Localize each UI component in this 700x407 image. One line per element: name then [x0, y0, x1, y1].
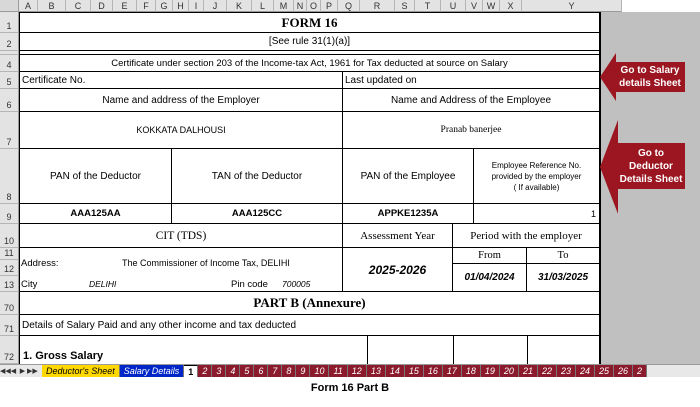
column-header[interactable]: V [466, 0, 483, 12]
from-date[interactable]: 01/04/2024 [452, 263, 527, 292]
to-label: To [526, 247, 600, 264]
pin-code-value[interactable]: 700005 [282, 279, 311, 289]
salary-arrow-head [600, 53, 616, 101]
row-header[interactable]: 12 [0, 260, 19, 276]
tan-deductor-value[interactable]: AAA125CC [171, 203, 343, 224]
tab-current-sheet[interactable]: 1 [184, 365, 198, 378]
go-to-salary-line-1: Go to Salary [620, 65, 680, 76]
sheet-tab-16[interactable]: 16 [424, 365, 443, 378]
last-updated-label: Last updated on [342, 71, 600, 89]
tab-deductors-sheet[interactable]: Deductor's Sheet [42, 365, 120, 378]
deductor-arrow-head [600, 120, 618, 214]
certificate-line: Certificate under section 203 of the Income-tax Act, 1961 for Tax deducted at source on Salary [19, 54, 600, 72]
employee-name[interactable]: Pranab banerjee [342, 111, 600, 149]
column-header[interactable]: U [441, 0, 466, 12]
sheet-tab-14[interactable]: 14 [386, 365, 405, 378]
sheet-tab-4[interactable]: 4 [226, 365, 240, 378]
gross-salary-col-3[interactable] [527, 335, 600, 364]
column-header[interactable]: E [113, 0, 137, 12]
form16-sheet [19, 12, 600, 364]
gross-salary-col-1[interactable] [367, 335, 454, 364]
sheet-tab-12[interactable]: 12 [348, 365, 367, 378]
period-label: Period with the employer [452, 223, 600, 248]
column-header[interactable]: K [227, 0, 252, 12]
employee-reference-label [473, 148, 600, 204]
from-label: From [452, 247, 527, 264]
row-header[interactable]: 1 [0, 12, 19, 33]
column-header[interactable]: F [137, 0, 156, 12]
go-to-deductor-line-2: Deductor [629, 160, 673, 172]
to-date[interactable]: 31/03/2025 [526, 263, 600, 292]
row-header[interactable]: 70 [0, 292, 19, 315]
row-header[interactable]: 13 [0, 276, 19, 292]
rule-reference: [See rule 31(1)(a)] [19, 32, 600, 51]
go-to-deductor-line-1: Go to [637, 147, 665, 159]
select-all-corner[interactable] [0, 0, 19, 12]
column-header[interactable]: S [395, 0, 415, 12]
sheet-tab-23[interactable]: 23 [557, 365, 576, 378]
column-header[interactable]: C [66, 0, 91, 12]
row-header[interactable]: 11 [0, 248, 19, 260]
assessment-year-label: Assessment Year [342, 223, 453, 248]
assessment-year-value[interactable]: 2025-2026 [342, 247, 453, 292]
pin-code-label: Pin code [231, 279, 268, 290]
employee-reference-value[interactable]: 1 [473, 203, 600, 224]
pan-deductor-label: PAN of the Deductor [19, 148, 172, 204]
column-header[interactable]: B [38, 0, 66, 12]
row-header[interactable]: 8 [0, 149, 19, 204]
certificate-no-label: Certificate No. [19, 71, 343, 89]
emp-ref-line-3: ( If available) [513, 182, 560, 192]
column-header[interactable]: L [252, 0, 274, 12]
column-header[interactable]: M [274, 0, 294, 12]
sheet-tab-15[interactable]: 15 [405, 365, 424, 378]
prev-sheet-icon[interactable]: ◀ [10, 368, 17, 375]
sheet-tab-19[interactable]: 19 [481, 365, 500, 378]
sheet-tab-13[interactable]: 13 [367, 365, 386, 378]
column-header[interactable]: J [204, 0, 227, 12]
address-value[interactable]: The Commissioner of Income Tax, DELIHI [122, 258, 290, 268]
employer-name-label: Name and address of the Employer [19, 88, 343, 112]
sheet-tab-21[interactable]: 21 [519, 365, 538, 378]
caption-title: Form 16 Part B [0, 377, 700, 407]
part-b-heading: PART B (Annexure) [19, 291, 600, 315]
first-sheet-icon[interactable]: ◀◀ [0, 368, 11, 375]
city-value[interactable]: DELIHI [89, 279, 117, 289]
sheet-tab-20[interactable]: 20 [500, 365, 519, 378]
pan-employee-value[interactable]: APPKE1235A [342, 203, 474, 224]
sheet-tab-9[interactable]: 9 [296, 365, 310, 378]
go-to-salary-line-2: details Sheet [619, 78, 681, 89]
column-header[interactable]: Q [338, 0, 360, 12]
row-header[interactable]: 71 [0, 315, 19, 336]
sheet-tab-bar [0, 364, 700, 377]
row-header[interactable]: 72 [0, 336, 19, 364]
column-header[interactable]: X [500, 0, 522, 12]
column-header[interactable]: D [91, 0, 113, 12]
sheet-tab-7[interactable]: 7 [268, 365, 282, 378]
row-header[interactable]: 10 [0, 224, 19, 248]
go-to-deductor-line-3: Details Sheet [619, 173, 683, 185]
pan-deductor-value[interactable]: AAA125AA [19, 203, 172, 224]
sheet-tab-26[interactable]: 26 [614, 365, 633, 378]
city-label: City [21, 279, 38, 290]
gross-salary-label: 1. Gross Salary [19, 335, 368, 364]
row-header[interactable]: 2 [0, 33, 19, 51]
sheet-tab-18[interactable]: 18 [462, 365, 481, 378]
address-label: Address: [21, 258, 59, 269]
column-header[interactable]: P [321, 0, 338, 12]
sheet-tab-11[interactable]: 11 [329, 365, 347, 378]
column-header[interactable]: T [415, 0, 441, 12]
emp-ref-line-1: Employee Reference No. [491, 160, 582, 170]
sheet-tab-2[interactable]: 2 [198, 365, 212, 378]
row-header[interactable]: 5 [0, 72, 19, 89]
column-header[interactable]: H [173, 0, 189, 12]
sheet-tab-24[interactable]: 24 [576, 365, 595, 378]
go-to-salary-button[interactable] [615, 62, 685, 92]
form-title: FORM 16 [19, 12, 600, 33]
row-header[interactable]: 9 [0, 204, 19, 224]
go-to-deductor-button[interactable] [617, 143, 685, 189]
last-sheet-icon[interactable]: ▶▶ [27, 368, 38, 375]
sheet-tab-17[interactable]: 17 [443, 365, 462, 378]
row-header[interactable]: 6 [0, 89, 19, 112]
sheet-tab-5[interactable]: 5 [240, 365, 254, 378]
sheet-tab-22[interactable]: 22 [538, 365, 557, 378]
column-header[interactable]: W [483, 0, 500, 12]
sheet-tab-8[interactable]: 8 [282, 365, 296, 378]
column-header[interactable]: A [19, 0, 38, 12]
column-header[interactable]: I [189, 0, 204, 12]
next-sheet-icon[interactable]: ▶ [19, 368, 26, 375]
column-header[interactable]: N [294, 0, 307, 12]
sheet-tab-3[interactable]: 3 [212, 365, 226, 378]
employee-name-label: Name and Address of the Employee [342, 88, 600, 112]
tan-deductor-label: TAN of the Deductor [171, 148, 343, 204]
cit-tds-label: CIT (TDS) [19, 223, 343, 248]
column-header[interactable]: Y [522, 0, 622, 12]
pan-employee-label: PAN of the Employee [342, 148, 474, 204]
gross-salary-col-2[interactable] [453, 335, 528, 364]
details-heading: Details of Salary Paid and any other income and tax deducted [19, 314, 600, 336]
emp-ref-line-2: provided by the employer [491, 171, 582, 181]
sheet-tab-2[interactable]: 2 [633, 365, 647, 378]
column-header[interactable]: O [307, 0, 321, 12]
row-header[interactable]: 4 [0, 55, 19, 72]
tab-salary-details[interactable]: Salary Details [120, 365, 185, 378]
employer-name[interactable]: KOKKATA DALHOUSI [19, 111, 343, 149]
sheet-tab-10[interactable]: 10 [310, 365, 329, 378]
sheet-tab-25[interactable]: 25 [595, 365, 614, 378]
column-header[interactable]: G [156, 0, 173, 12]
sheet-tab-6[interactable]: 6 [254, 365, 268, 378]
column-header[interactable]: R [360, 0, 395, 12]
row-header[interactable]: 7 [0, 112, 19, 149]
numbered-tabs [198, 365, 647, 378]
